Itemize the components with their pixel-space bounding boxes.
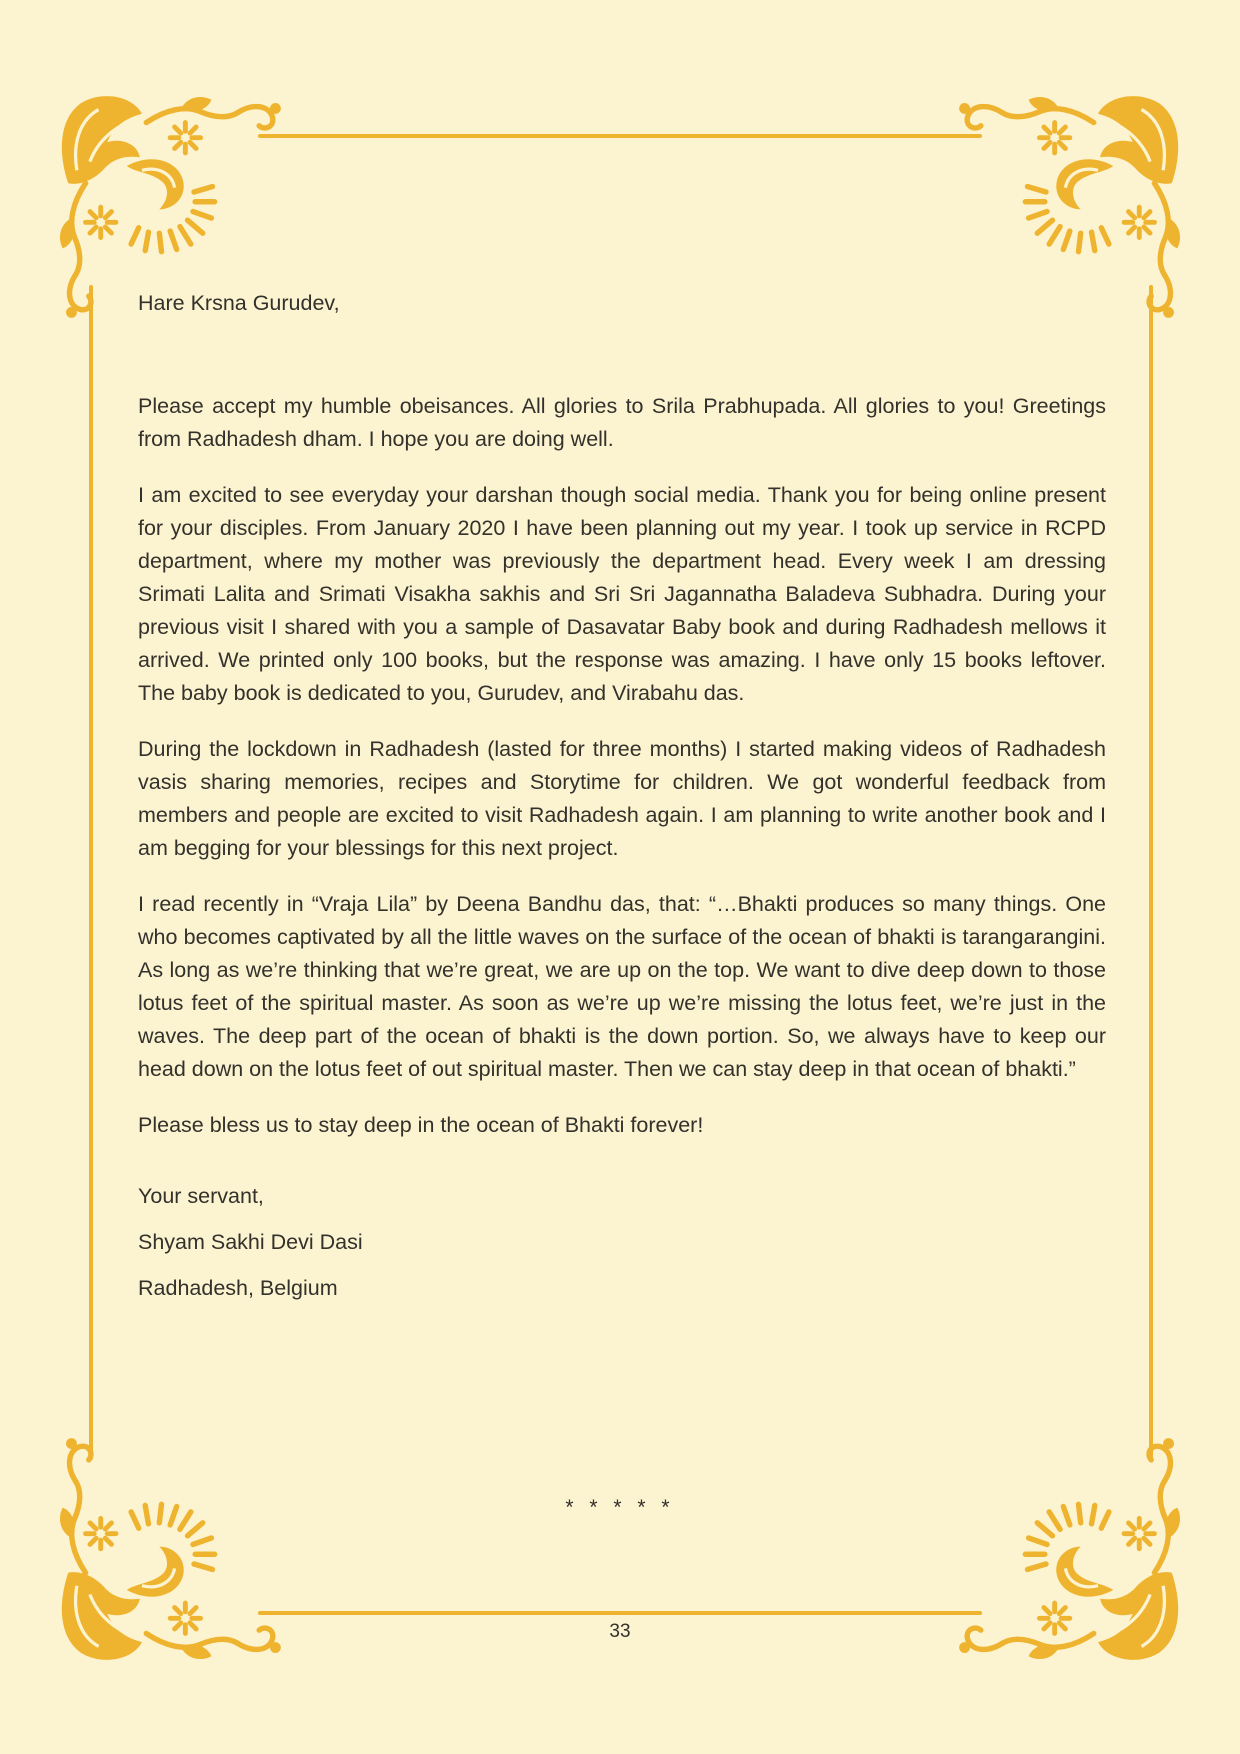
frame-top-line [258,134,982,138]
letter-body [138,287,1106,1318]
frame-left-line [89,285,93,1460]
closing-line: Radhadesh, Belgium [138,1276,338,1300]
paragraph-lockdown: During the lockdown in Radhadesh (lasted for three months) I started making videos of Radhadesh vasis sharing memories, recipes and Storytime for children. We got wonderful feedback from members and people are excited to visit Radhadesh again. I am planning to write another book and I am begging for your blessings for this next project. [138,737,1106,860]
paragraph-greeting: Please accept my humble obeisances. All glories to Srila Prabhupada. All glories to you! Greetings from Radhadesh dham. I hope you are doing well. [138,394,1106,451]
floral-corner-ornament-icon [957,90,1187,320]
paragraph-service: I am excited to see everyday your darshan though social media. Thank you for being online present for your disciples. From January 2020 I have been planning out my year. I took up service in RCPD department, where my mother was previously the department head. Every week I am dressing Srimati Lalita and Srimati Visakha sakhis and Sri Sri Jagannatha Baladeva Subhadra. During your previous visit I shared with you a sample of Dasavatar Baby book and during Radhadesh mellows it arrived. We printed only 100 books, but the response was amazing. I have only 15 books leftover. The baby book is dedicated to you, Gurudev, and Virabahu das. [138,483,1106,705]
closing-line: Shyam Sakhi Devi Dasi [138,1230,363,1254]
floral-corner-ornament-icon [53,90,283,320]
paragraph-blessing: Please bless us to stay deep in the ocean of Bhakti forever! [138,1113,704,1137]
paragraph-quote: I read recently in “Vraja Lila” by Deena Bandhu das, that: “…Bhakti produces so many things. One who becomes captivated by all the little waves on the surface of the ocean of bhakti is tarangarangini. As long as we’re thinking that we’re great, we are up on the top. We want to dive deep down to those lotus feet of the spiritual master. As soon as we’re up we’re missing the lotus feet, we’re just in the waves. The deep part of the ocean of bhakti is the down portion. So, we always have to keep our head down on the lotus feet of out spiritual master. Then we can stay deep in that ocean of bhakti.” [138,892,1106,1081]
frame-bottom-line [258,1611,982,1615]
closing-line: Your servant, [138,1184,264,1208]
frame-right-line [1149,285,1153,1460]
salutation: Hare Krsna Gurudev, [138,291,340,315]
closing-block [138,1180,1106,1305]
asterisk-separator: * * * * * [565,1496,675,1519]
page-number: 33 [609,1621,631,1642]
